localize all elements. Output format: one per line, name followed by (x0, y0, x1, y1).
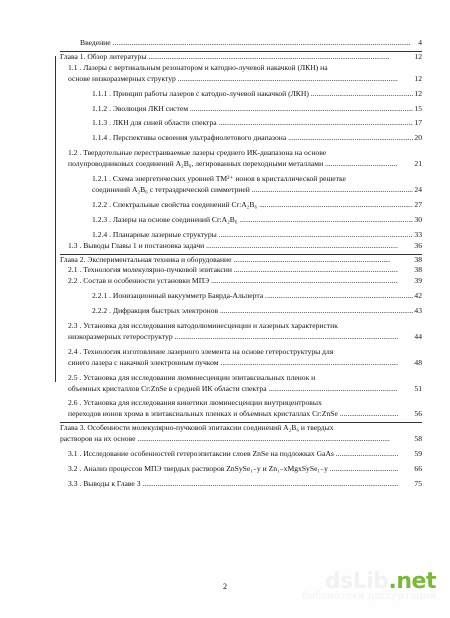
toc-entry: 2.2.2 . Дифракция быстрых электронов ..... 43 (60, 306, 422, 317)
watermark-subtitle: библиотека диссертаций (302, 591, 436, 602)
toc-entry: 1.2.4 . Планарные лазерные структуры ..... 33 (60, 230, 422, 241)
toc-entry: 1.2.3 . Лазеры на основе соединений Cr:A₂B₆ ..... 30 (60, 215, 422, 226)
table-of-contents (60, 38, 422, 490)
toc-entry: 1.1.4 . Перспективы освоения ультрафиолетового диапазона ..... 20 (60, 133, 422, 144)
toc-entry: 2.6 . Установка для исследования кинетики люминесценции внутрицентровых переходов ионов хрома в эпитаксиальных пленках и объемных кристаллах Cr:ZnSe ..... 56 (60, 398, 422, 420)
toc-entry: 1.2.2 . Спектральные свойства соединений Cr:A₂B₆ ..... 27 (60, 200, 422, 211)
toc-entry: 2.4 . Технология изготовление лазерного элемента на основе гетероструктуры для синего лазера с накачкой электронным пучком ..... 48 (60, 347, 422, 369)
toc-entry: 2.5 . Установка для исследования люминесценции эпитаксиальных пленок и объемных кристаллов Cr:ZnSe в средней ИК области спектра ..... 51 (60, 373, 422, 395)
toc-entry: 3.2 . Анализ процессов МПЭ твердых растворов ZnSySe₁₋y и Zn₁₋xMgxSySe₁₋y ..... 66 (60, 464, 422, 475)
toc-entry: 2.1 . Технология молекулярно-пучковой эпитаксии ..... 38 (60, 265, 422, 276)
toc-entry: Глава 2. Экспериментальная техника и оборудование ..... 38 (60, 254, 422, 266)
toc-entry: 2.2 . Состав и особенности установки МПЭ ..... 39 (60, 276, 422, 287)
toc-entry: 1.1.1 . Принцип работы лазеров с катодно-лучевой накачкой (ЛКН) ..... 12 (60, 89, 422, 100)
toc-entry: 1.2 . Твердотельные перестраиваемые лазеры среднего ИК-диапазона на основе полупроводниковых соединений A₂B₆, легированных переходными металлами ..... 21 (60, 148, 422, 170)
toc-entry: 2.2.1 . Ионизационный вакуумметр Баярда-Альперта ..... 42 (60, 291, 422, 302)
toc-entry: 3.3 . Выводы к Главе 3 ..... 75 (60, 479, 422, 490)
toc-entry: 1.1.2 . Эволюция ЛКН систем ..... 15 (60, 104, 422, 115)
toc-entry: 2.3 . Установка для исследования катодолюминесценции и лазерных характеристик низкоразмерных гетероструктур ..... 44 (60, 321, 422, 343)
toc-entry: 1.1.3 . ЛКН для синей области спектра ..... 17 (60, 118, 422, 129)
toc-entry: Глава 1. Обзор литературы ..... 12 (60, 51, 422, 63)
toc-entry: 1.1 . Лазеры с вертикальным резонатором и катодно-лучевой накачкой (ЛКН) на основе низкоразмерных структур ..... 12 (60, 63, 422, 85)
toc-entry: Введение ..... 4 (60, 38, 422, 49)
page-number: 2 (223, 582, 227, 591)
toc-entry: Глава 3. Особенности молекулярно-пучковой эпитаксии соединений A₂B₆ и твердых растворов на их основе ..... 58 (60, 422, 422, 445)
watermark (302, 569, 436, 602)
watermark-logo: dsLib.net (324, 569, 436, 594)
toc-entry: 1.2.1 . Схема энергетических уровней TM²⁺ ионов в кристаллической решетке соединений A₂B₆ с тетраэдрической симметрией ..... 24 (60, 174, 422, 196)
margin-rule (55, 56, 56, 382)
toc-entry: 3.1 . Исследование особенностей гетероэпитаксии слоев ZnSe на подложках GaAs ..... 59 (60, 449, 422, 460)
toc-entry: 1.3 . Выводы Главы 1 и постановка задачи ..... 36 (60, 241, 422, 252)
